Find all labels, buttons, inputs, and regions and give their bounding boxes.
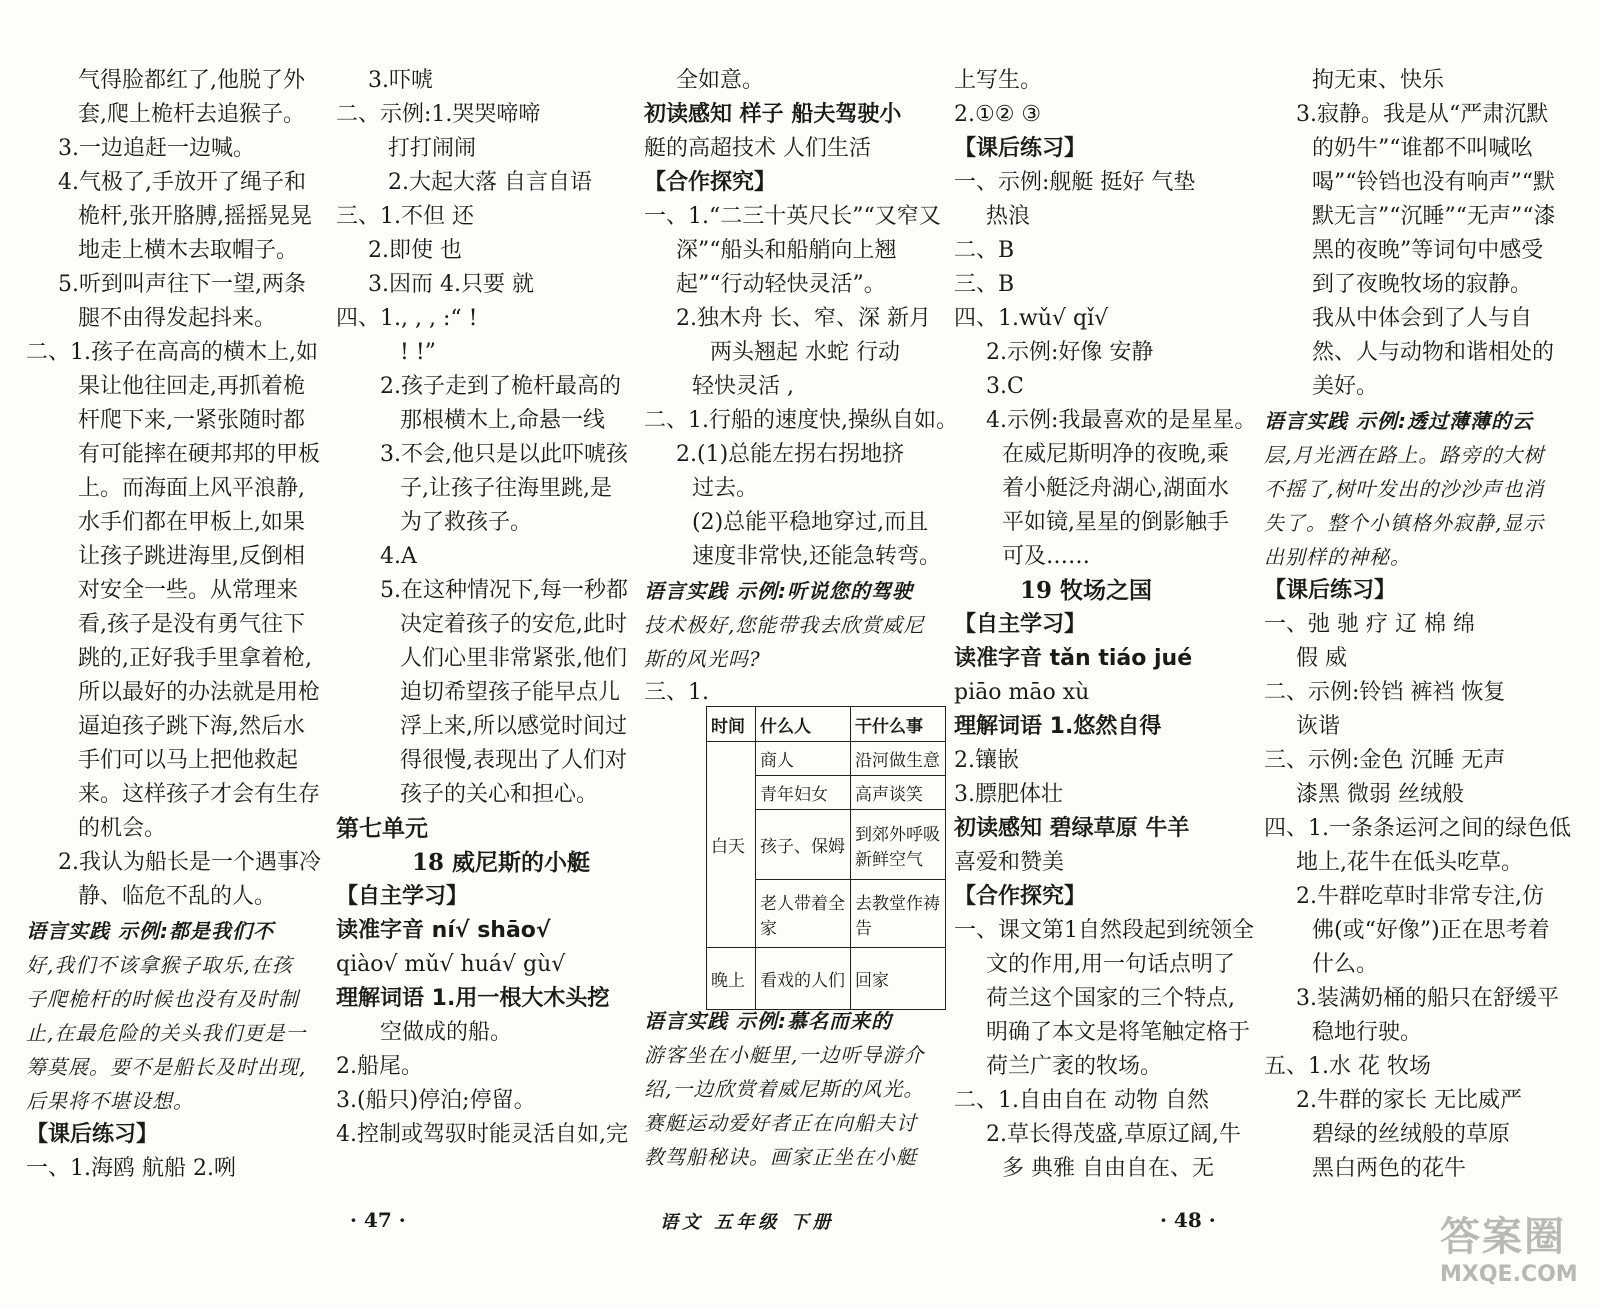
answer-line: 上写生。 (954, 68, 1043, 93)
answer-line: 2.牛群的家长 无比威严 (1296, 1088, 1522, 1113)
table-cell-time: 晚上 (707, 948, 756, 1010)
answer-line: 过去。 (692, 476, 759, 501)
answer-line: 桅杆,张开胳膊,摇摇晃晃 (78, 204, 312, 229)
answer-line: 全如意。 (676, 68, 765, 93)
answer-line: 4.A (380, 544, 417, 569)
answer-line: 【课后练习】 (954, 136, 1087, 161)
answer-line: 失了。整个小镇格外寂静,显示 (1264, 511, 1545, 535)
answer-line: 上。而海面上风平浪静, (78, 476, 305, 501)
answer-line: 不摇了,树叶发出的沙沙声也消 (1264, 477, 1545, 501)
footer-subject: 语文 五年级 下册 (660, 1212, 835, 1233)
answer-line: 一、1.“二三十英尺长”“又窄又 (644, 204, 941, 229)
answer-line: 得很慢,表现出了人们对 (400, 748, 627, 773)
activity-table (706, 706, 946, 1010)
answer-line: 深”“船头和船艄向上翘 (676, 238, 897, 263)
answer-line: 游客坐在小艇里,一边听导游介 (644, 1043, 925, 1067)
table-cell: 高声谈笑 (851, 776, 946, 810)
answer-line: 跳的,正好我手里拿着枪, (78, 646, 312, 671)
table-cell: 去教堂作祷告 (851, 880, 946, 948)
table-cell: 青年妇女 (756, 776, 851, 810)
answer-line: 好,我们不该拿猴子取乐,在孩 (26, 953, 293, 977)
answer-line: 一、1.海鸥 航船 2.咧 (26, 1156, 236, 1181)
answer-line: 理解词语 1.用一根大木头挖 (336, 986, 610, 1011)
answer-line: 赛艇运动爱好者正在向船夫讨 (644, 1111, 917, 1135)
answer-line: 二、示例:1.哭哭啼啼 (336, 102, 541, 127)
answer-line: 两头翘起 水蛇 行动 (710, 340, 900, 365)
answer-line: 荷兰这个国家的三个特点, (986, 986, 1235, 1011)
section-title: 第七单元 (336, 815, 428, 842)
answer-line: 可及…… (1002, 544, 1091, 569)
answer-line: 手们可以马上把他救起 (78, 748, 299, 773)
answer-line: 斯的风光吗? (644, 647, 761, 671)
table-cell: 回家 (851, 948, 946, 1010)
answer-line: 到了夜晚牧场的寂静。 (1312, 272, 1533, 297)
answer-line: 有可能摔在硬邦邦的甲板 (78, 442, 321, 467)
page-number-left: · 47 · (350, 1208, 406, 1232)
answer-line: 4.控制或驾驭时能灵活自如,完 (336, 1122, 628, 1147)
answer-line: 3.一边追赶一边喊。 (58, 136, 255, 161)
answer-line: 二、1.行船的速度快,操纵自如。 (644, 408, 958, 433)
answer-line: 读准字音 ní√ shāo√ (336, 918, 551, 943)
answer-line: 初读感知 碧绿草原 牛羊 (954, 816, 1190, 841)
answer-line: 2.船尾。 (336, 1054, 423, 1079)
answer-line: 一、弛 驰 疗 辽 棉 绵 (1264, 612, 1475, 637)
page-number-right: · 48 · (1160, 1208, 1216, 1232)
answer-line: 子爬桅杆的时候也没有及时制 (26, 987, 299, 1011)
table-cell: 老人带着全家 (756, 880, 851, 948)
answer-line: 佛(或“好像”)正在思考着 (1312, 918, 1550, 943)
answer-line: qiào√ mǔ√ huá√ gù√ (336, 952, 566, 977)
answer-line: 3.不会,他只是以此吓唬孩 (380, 442, 628, 467)
answer-line: 稳地行驶。 (1312, 1020, 1423, 1045)
answer-line: 2.即使 也 (368, 238, 462, 263)
answer-line: 绍,一边欣赏着威尼斯的风光。 (644, 1077, 925, 1101)
answer-line: ! !” (400, 340, 436, 365)
answer-line: 碧绿的丝绒般的草原 (1312, 1122, 1511, 1147)
answer-line: 2.示例:好像 安静 (986, 340, 1154, 365)
answer-line: 对安全一些。从常理来 (78, 578, 299, 603)
answer-line: 多 典雅 自由自在、无 (1002, 1156, 1214, 1181)
answer-line: 二、示例:铃铛 裤裆 恢复 (1264, 680, 1506, 705)
answer-line: 诙谐 (1296, 714, 1341, 739)
answer-line: 三、1. (644, 680, 709, 705)
table-header: 时间 (707, 707, 756, 742)
answer-line: 那根横木上,命悬一线 (400, 408, 605, 433)
answer-line: 三、B (954, 272, 1015, 297)
answer-line: 轻快灵活 , (692, 374, 794, 399)
answer-line: 3.因而 4.只要 就 (368, 272, 534, 297)
answer-line: 二、B (954, 238, 1015, 263)
answer-line: 语言实践 示例:透过薄薄的云 (1264, 409, 1533, 433)
answer-line: 四、1., , , :“ ! (336, 306, 478, 331)
answer-line: 决定着孩子的安危,此时 (400, 612, 627, 637)
answer-line: 【课后练习】 (26, 1122, 159, 1147)
answer-line: 【合作探究】 (954, 884, 1087, 909)
answer-line: 语言实践 示例:听说您的驾驶 (644, 579, 913, 603)
section-title: 19 牧场之国 (1020, 577, 1153, 604)
answer-line: 后果将不堪设想。 (26, 1089, 194, 1113)
answer-line: 为了救孩子。 (400, 510, 533, 535)
answer-line: 荷兰广袤的牧场。 (986, 1054, 1163, 1079)
answer-line: 文的作用,用一句话点明了 (986, 952, 1235, 977)
table-cell: 商人 (756, 742, 851, 776)
answer-line: 拘无束、快乐 (1312, 68, 1445, 93)
answer-line: 什么。 (1312, 952, 1379, 977)
answer-line: 默无言”“沉睡”“无声”“漆 (1312, 204, 1556, 229)
answer-line: 教驾船秘诀。画家正坐在小艇 (644, 1145, 917, 1169)
answer-line: 气得脸都红了,他脱了外 (78, 68, 305, 93)
answer-line: 一、课文第1自然段起到统领全 (954, 918, 1254, 943)
answer-line: 二、1.自由自在 动物 自然 (954, 1088, 1209, 1113)
answer-line: 美好。 (1312, 374, 1379, 399)
answer-line: 四、1.一条条运河之间的绿色低 (1264, 816, 1571, 841)
answer-line: 孩子的关心和担心。 (400, 782, 599, 807)
answer-line: (2)总能平稳地穿过,而且 (692, 510, 929, 535)
table-cell-time: 白天 (707, 742, 756, 948)
answer-line: 打打闹闹 (388, 136, 477, 161)
answer-line: 套,爬上桅杆去追猴子。 (78, 102, 305, 127)
answer-line: 初读感知 样子 船夫驾驶小 (644, 102, 902, 127)
answer-line: 速度非常快,还能急转弯。 (692, 544, 941, 569)
answer-line: 假 威 (1296, 646, 1347, 671)
answer-line: 3.(船只)停泊;停留。 (336, 1088, 536, 1113)
answer-line: 地走上横木去取帽子。 (78, 238, 299, 263)
answer-line: 地上,花牛在低头吃草。 (1296, 850, 1523, 875)
answer-line: 所以最好的办法就是用枪 (78, 680, 321, 705)
answer-line: 看,孩子是没有勇气往下 (78, 612, 305, 637)
answer-line: 读准字音 tǎn tiáo jué (954, 646, 1193, 671)
answer-line: 2.(1)总能左拐右拐地挤 (676, 442, 905, 467)
answer-line: 3.C (986, 374, 1024, 399)
table-header: 干什么事 (851, 707, 946, 742)
answer-line: 迫切希望孩子能早点儿 (400, 680, 621, 705)
answer-line: 喜爱和赞美 (954, 850, 1065, 875)
answer-line: 2.大起大落 自言自语 (388, 170, 592, 195)
table-cell: 到郊外呼吸新鲜空气 (851, 810, 946, 880)
answer-line: 在威尼斯明净的夜晚,乘 (1002, 442, 1229, 467)
answer-line: 来。这样孩子才会有生存 (78, 782, 321, 807)
answer-line: 二、1.孩子在高高的横木上,如 (26, 340, 318, 365)
answer-line: 然、人与动物和谐相处的 (1312, 340, 1555, 365)
section-title: 18 威尼斯的小艇 (412, 849, 591, 876)
answer-line: 理解词语 1.悠然自得 (954, 714, 1162, 739)
answer-line: 4.气极了,手放开了绳子和 (58, 170, 306, 195)
answer-line: 让孩子跳进海里,反倒相 (78, 544, 305, 569)
answer-line: 5.在这种情况下,每一秒都 (380, 578, 628, 603)
answer-line: 3.吓唬 (368, 68, 433, 93)
answer-line: 静、临危不乱的人。 (78, 884, 277, 909)
answer-line: 浮上来,所以感觉时间过 (400, 714, 627, 739)
answer-line: 的奶牛”“谁都不叫喊吆 (1312, 136, 1533, 161)
watermark-text: 答案圈 (1440, 1213, 1566, 1260)
answer-line: 逼迫孩子跳下海,然后水 (78, 714, 305, 739)
answer-line: 一、示例:舰艇 挺好 气垫 (954, 170, 1196, 195)
answer-line: 3.寂静。我是从“严肃沉默 (1296, 102, 1549, 127)
answer-line: 子,让孩子往海里跳,是 (400, 476, 612, 501)
answer-line: 明确了本文是将笔触定格于 (986, 1020, 1251, 1045)
answer-line: 水手们都在甲板上,如果 (78, 510, 305, 535)
answer-line: 4.示例:我最喜欢的是星星。 (986, 408, 1257, 433)
answer-line: 着小艇泛舟湖心,湖面水 (1002, 476, 1229, 501)
answer-line: 起”“行动轻快灵活”。 (676, 272, 886, 297)
answer-line: 出别样的神秘。 (1264, 545, 1411, 569)
table-cell: 孩子、保姆 (756, 810, 851, 880)
answer-line: 筹莫展。要不是船长及时出现, (26, 1055, 307, 1079)
table-header: 什么人 (756, 707, 851, 742)
answer-line: 四、1.wǔ√ qǐ√ (954, 306, 1109, 331)
answer-line: 语言实践 示例:慕名而来的 (644, 1009, 892, 1033)
answer-line: 黑白两色的花牛 (1312, 1156, 1467, 1181)
table-cell: 沿河做生意 (851, 742, 946, 776)
answer-line: 【合作探究】 (644, 170, 777, 195)
answer-line: 2.草长得茂盛,草原辽阔,牛 (986, 1122, 1241, 1147)
answer-line: 热浪 (986, 204, 1031, 229)
answer-line: 2.我认为船长是一个遇事冷 (58, 850, 321, 875)
answer-line: piāo māo xù (954, 680, 1090, 705)
answer-line: 漆黑 微弱 丝绒般 (1296, 782, 1464, 807)
answer-line: 艇的高超技术 人们生活 (644, 136, 871, 161)
answer-line: 果让他往回走,再抓着桅 (78, 374, 305, 399)
answer-line: 层,月光洒在路上。路旁的大树 (1264, 443, 1545, 467)
answer-line: 2.独木舟 长、窄、深 新月 (676, 306, 931, 331)
answer-line: 平如镜,星星的倒影触手 (1002, 510, 1229, 535)
watermark-logo (1440, 1205, 1590, 1300)
answer-line: 技术极好,您能带我去欣赏威尼 (644, 613, 925, 637)
answer-line: 的机会。 (78, 816, 167, 841)
answer-line: 5.听到叫声往下一望,两条 (58, 272, 306, 297)
answer-line: 空做成的船。 (380, 1020, 513, 1045)
answer-line: 3.膘肥体壮 (954, 782, 1063, 807)
answer-line: 【自主学习】 (954, 612, 1087, 637)
answer-line: 2.①② ③ (954, 102, 1042, 127)
answer-line: 语言实践 示例:都是我们不 (26, 919, 274, 943)
watermark-url: MXQE.COM (1440, 1262, 1578, 1287)
answer-line: 2.牛群吃草时非常专注,仿 (1296, 884, 1544, 909)
answer-line: 三、示例:金色 沉睡 无声 (1264, 748, 1506, 773)
answer-line: 黑的夜晚”等词句中感受 (1312, 238, 1544, 263)
answer-line: 五、1.水 花 牧场 (1264, 1054, 1431, 1079)
answer-line: 3.装满奶桶的船只在舒缓平 (1296, 986, 1559, 1011)
answer-line: 我从中体会到了人与自 (1312, 306, 1533, 331)
answer-line: 2.孩子走到了桅杆最高的 (380, 374, 621, 399)
answer-line: 人们心里非常紧张,他们 (400, 646, 627, 671)
answer-line: 【自主学习】 (336, 884, 469, 909)
answer-line: 2.镶嵌 (954, 748, 1019, 773)
answer-line: 三、1.不但 还 (336, 204, 474, 229)
table-cell: 看戏的人们 (756, 948, 851, 1010)
answer-line: 【课后练习】 (1264, 578, 1397, 603)
answer-line: 止,在最危险的关头我们更是一 (26, 1021, 307, 1045)
answer-line: 腿不由得发起抖来。 (78, 306, 277, 331)
answer-line: 杆爬下来,一紧张随时都 (78, 408, 305, 433)
answer-line: 喝”“铃铛也没有响声”“默 (1312, 170, 1555, 195)
